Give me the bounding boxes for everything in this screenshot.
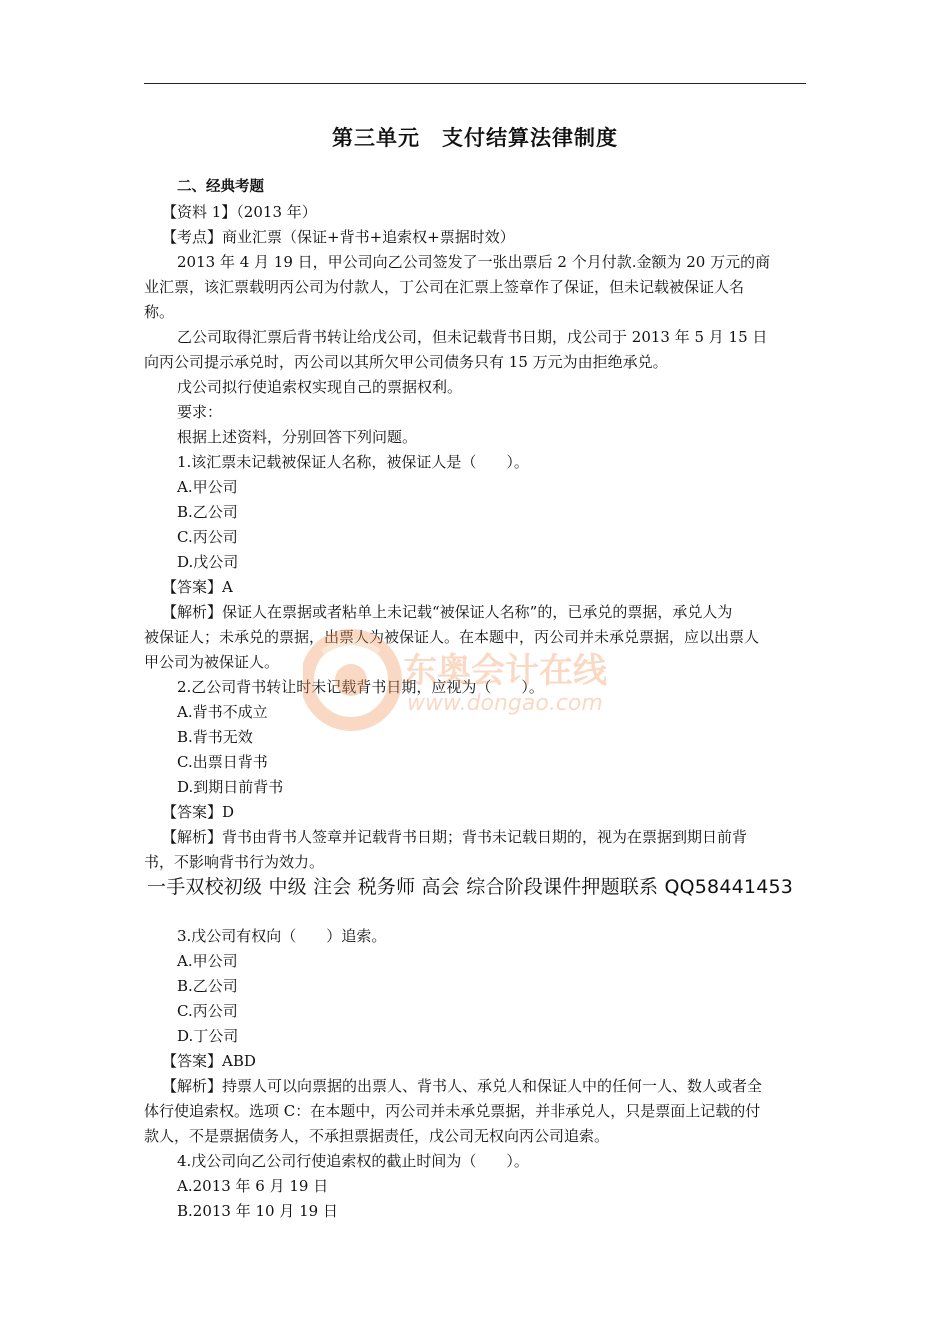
option: D.戊公司 bbox=[177, 553, 239, 571]
option: C.丙公司 bbox=[177, 1002, 238, 1020]
paragraph-line: 戊公司拟行使追索权实现自己的票据权利。 bbox=[177, 378, 463, 396]
option: B.背书无效 bbox=[177, 728, 253, 746]
paragraph-line: 业汇票，该汇票载明丙公司为付款人，丁公司在汇票上签章作了保证，但未记载被保证人名 bbox=[144, 278, 745, 296]
explanation-line: 体行使追索权。选项 C：在本题中，丙公司并未承兑票据，并非承兑人，只是票面上记载的付 bbox=[144, 1102, 761, 1120]
topic-label: 【考点】商业汇票（保证+背书+追索权+票据时效） bbox=[162, 228, 515, 246]
page-title: 第三单元 支付结算法律制度 bbox=[332, 126, 618, 150]
section-heading: 二、经典考题 bbox=[177, 179, 264, 195]
explanation-line: 【解析】背书由背书人签章并记载背书日期；背书未记载日期的，视为在票据到期日前背 bbox=[162, 828, 748, 846]
option: A.甲公司 bbox=[177, 952, 238, 970]
question-2: 2.乙公司背书转让时未记载背书日期，应视为（ ）。 bbox=[177, 678, 544, 696]
option: D.到期日前背书 bbox=[177, 778, 284, 796]
option: A.2013 年 6 月 19 日 bbox=[177, 1177, 329, 1195]
logo-text-url: www.dongao.com bbox=[407, 691, 603, 716]
explanation-line: 【解析】持票人可以向票据的出票人、背书人、承兑人和保证人中的任何一人、数人或者全 bbox=[162, 1077, 763, 1095]
option: C.出票日背书 bbox=[177, 753, 268, 771]
answer: 【答案】ABD bbox=[162, 1052, 256, 1070]
option: D.丁公司 bbox=[177, 1027, 239, 1045]
header-rule bbox=[144, 83, 806, 84]
option: A.甲公司 bbox=[177, 478, 238, 496]
material-label: 【资料 1】（2013 年） bbox=[162, 203, 317, 221]
question-1: 1.该汇票未记载被保证人名称，被保证人是（ ）。 bbox=[177, 453, 529, 471]
logo-text-cn: 东奥会计在线 bbox=[403, 651, 607, 691]
question-4: 4.戊公司向乙公司行使追索权的截止时间为（ ）。 bbox=[177, 1152, 529, 1170]
explanation-line: 书，不影响背书行为效力。 bbox=[144, 853, 325, 871]
answer: 【答案】D bbox=[162, 803, 235, 821]
paragraph-line: 称。 bbox=[144, 303, 175, 321]
paragraph-line: 向丙公司提示承兑时，丙公司以其所欠甲公司债务只有 15 万元为由拒绝承兑。 bbox=[144, 353, 668, 371]
advert-line: 一手双校初级 中级 注会 税务师 高会 综合阶段课件押题联系 QQ58441453 bbox=[147, 876, 794, 898]
answer: 【答案】A bbox=[162, 578, 233, 596]
explanation-line: 被保证人；未承兑的票据，出票人为被保证人。在本题中，丙公司并未承兑票据，应以出票人 bbox=[144, 628, 760, 646]
option: A.背书不成立 bbox=[177, 703, 268, 721]
requirement-text: 根据上述资料，分别回答下列问题。 bbox=[177, 428, 418, 446]
explanation-line: 甲公司为被保证人。 bbox=[144, 653, 280, 671]
paragraph-line: 2013 年 4 月 19 日，甲公司向乙公司签发了一张出票后 2 个月付款.金额为 20 万元的商 bbox=[177, 253, 771, 271]
requirement-label: 要求： bbox=[177, 403, 223, 421]
explanation-line: 【解析】保证人在票据或者粘单上未记载“被保证人名称”的，已承兑的票据，承兑人为 bbox=[162, 603, 733, 621]
explanation-line: 款人，不是票据债务人，不承担票据责任，戊公司无权向丙公司追索。 bbox=[144, 1127, 610, 1145]
option: B.乙公司 bbox=[177, 503, 238, 521]
option: B.乙公司 bbox=[177, 977, 238, 995]
paragraph-line: 乙公司取得汇票后背书转让给戊公司，但未记载背书日期，戊公司于 2013 年 5 月 15 日 bbox=[177, 328, 768, 346]
option: C.丙公司 bbox=[177, 528, 238, 546]
question-3: 3.戊公司有权向（ ）追索。 bbox=[177, 927, 387, 945]
option: B.2013 年 10 月 19 日 bbox=[177, 1202, 338, 1220]
